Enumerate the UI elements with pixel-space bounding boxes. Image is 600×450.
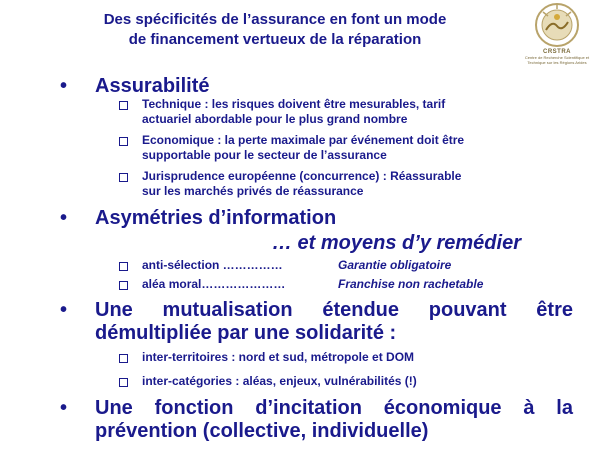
item-technique: [142, 97, 445, 127]
heading-incitation-line2: prévention (collective, individuelle): [95, 420, 429, 442]
bullet-icon: •: [60, 207, 68, 229]
heading-mutualisation-line2: démultipliée par une solidarité :: [95, 322, 397, 344]
checkbox-square-icon: [119, 137, 128, 146]
checkbox-square-icon: [119, 262, 128, 271]
logo-emblem-icon: [534, 2, 580, 48]
title-line-2: de financement vertueux de la réparation: [128, 31, 422, 48]
heading-incitation-line1: Une fonction d’incitation économique à la: [95, 397, 573, 419]
slide-title: [40, 10, 510, 50]
checkbox-square-icon: [119, 101, 128, 110]
item-economique: [142, 133, 464, 163]
checkbox-square-icon: [119, 354, 128, 363]
checkbox-square-icon: [119, 173, 128, 182]
logo-abbreviation: CRSTRA: [543, 49, 571, 55]
item-alea-moral-label: aléa moral…………………: [142, 277, 286, 291]
item-inter-categories: inter-catégories : aléas, enjeux, vulnérabilités (!): [142, 374, 417, 388]
checkbox-square-icon: [119, 281, 128, 290]
heading-remedier: … et moyens d’y remédier: [272, 232, 521, 254]
item-jurisprudence: [142, 169, 461, 199]
logo-full-name: Centre de Recherche Scientifique et Technique sur les Régions Arides: [524, 55, 590, 65]
item-anti-selection-label: anti-sélection ……………: [142, 258, 283, 272]
heading-assurabilite: Assurabilité: [95, 75, 210, 97]
heading-asymetries: Asymétries d’information: [95, 207, 337, 229]
checkbox-square-icon: [119, 378, 128, 387]
crstra-logo: [520, 2, 594, 80]
item-line: Technique : les risques doivent être mesurables, tarif: [142, 97, 446, 111]
heading-mutualisation-line1: Une mutualisation étendue pouvant être: [95, 299, 573, 321]
item-alea-moral-remedy: Franchise non rachetable: [338, 277, 484, 291]
bullet-icon: •: [60, 75, 68, 97]
item-line: supportable pour le secteur de l’assurance: [142, 148, 387, 162]
item-line: Jurisprudence européenne (concurrence) : Réassurable: [142, 169, 462, 183]
item-line: Economique : la perte maximale par événement doit être: [142, 133, 465, 147]
item-line: actuariel abordable pour le plus grand nombre: [142, 112, 408, 126]
item-inter-territoires: inter-territoires : nord et sud, métropole et DOM: [142, 350, 415, 364]
item-line: sur les marchés privés de réassurance: [142, 184, 364, 198]
item-anti-selection-remedy: Garantie obligatoire: [338, 258, 452, 272]
title-line-1: Des spécificités de l’assurance en font un mode: [103, 11, 447, 28]
bullet-icon: •: [60, 299, 68, 321]
bullet-icon: •: [60, 397, 68, 419]
